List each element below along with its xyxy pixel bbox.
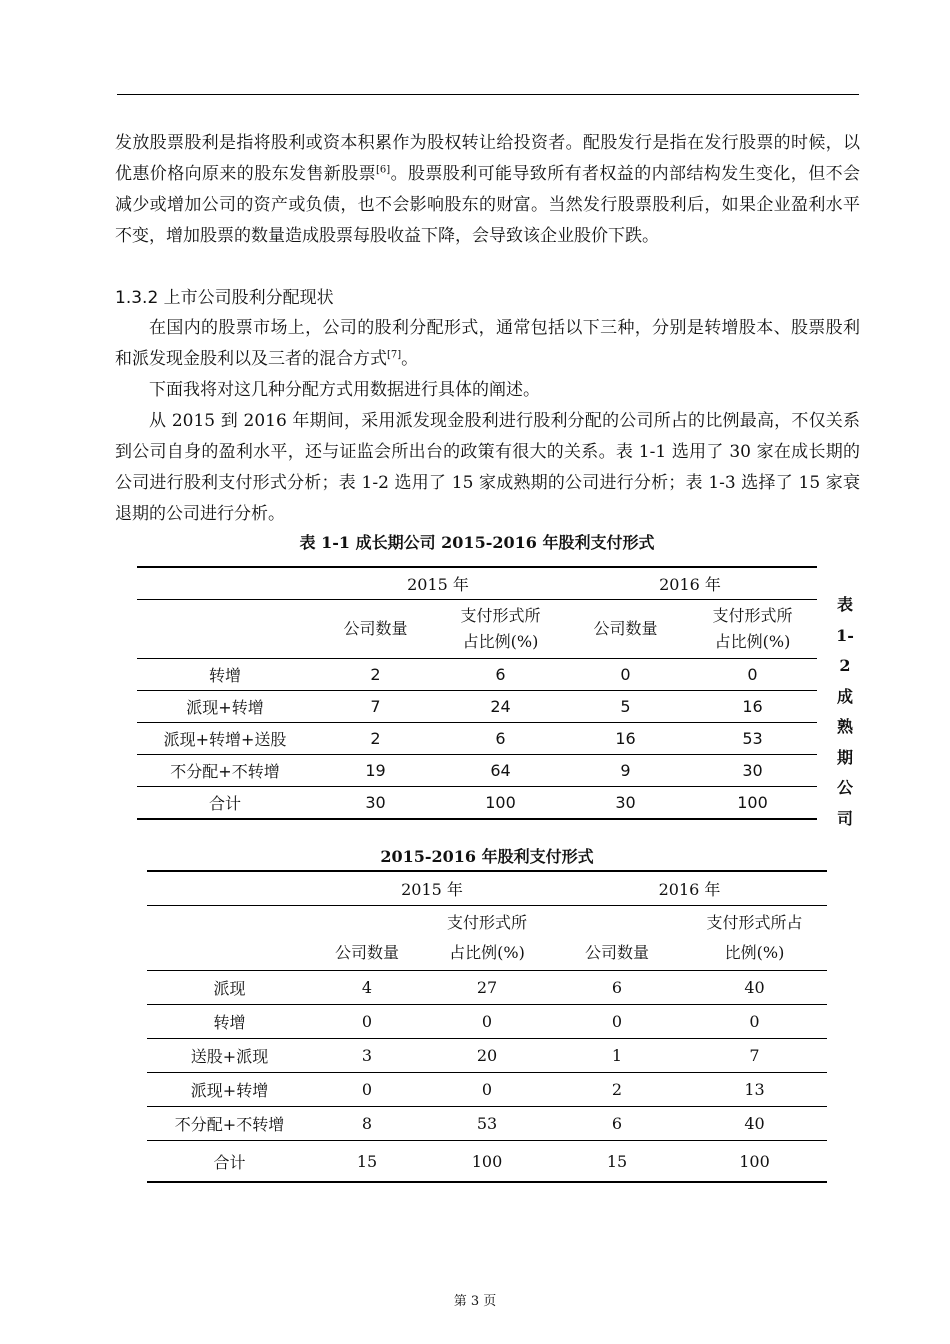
table2-col-ratio-2015: 支付形式所 占比例(%) [422,906,552,971]
header-rule [117,94,859,95]
table-row: 派现+转增+送股 2 6 16 53 [137,723,817,755]
citation-7: [7] [387,349,402,361]
table2-year-2016: 2016 年 [552,871,827,906]
table2-year-2015: 2015 年 [312,871,552,906]
citation-6: [6] [376,164,391,176]
table1-year-row [137,567,817,600]
table2-col-count-2015: 公司数量 [312,906,422,971]
table-row: 派现+转增 0 0 2 13 [147,1073,827,1107]
table1-col-count-2016: 公司数量 [563,600,688,659]
table2-side-caption: 表 1-2 成熟期公司 [836,595,854,828]
table-row: 不分配+不转增 8 53 6 40 [147,1107,827,1141]
paragraph-distribution-forms: 在国内的股票市场上，公司的股利分配形式，通常包括以下三种，分别是转增股本、股票股利和派发现金股利以及三者的混合方式[7]。 [115,318,860,369]
paragraph-intro-data: 下面我将对这几种分配方式用数据进行具体的阐述。 [149,380,540,400]
table-row: 派现+转增 7 24 5 16 [137,691,817,723]
section-heading: 1.3.2 上市公司股利分配现状 [115,288,334,308]
table1-header-row [137,600,817,659]
table-row: 不分配+不转增 19 64 9 30 [137,755,817,787]
table-row: 派现 4 27 6 40 [147,971,827,1005]
table2-caption: 2015-2016 年股利支付形式 [380,847,594,866]
table1-year-2015: 2015 年 [313,567,563,600]
table1-growth-companies [137,566,817,820]
table1-col-ratio-2016: 支付形式所 占比例(%) [688,600,817,659]
table-row: 转增 0 0 0 0 [147,1005,827,1039]
table-row-total: 合计 15 100 15 100 [147,1141,827,1183]
table1-caption: 表 1-1 成长期公司 2015-2016 年股利支付形式 [299,533,655,552]
table1-year-2016: 2016 年 [563,567,817,600]
table2-header-row [147,906,827,971]
table1-col-count-2015: 公司数量 [313,600,438,659]
paragraph-stock-dividend: 发放股票股利是指将股利或资本积累作为股权转让给投资者。配股发行是指在发行股票的时候，以优惠价格向原来的股东发售新股票[6]。股票股利可能导致所有者权益的内部结构发生变化，但不会减少或增加公司的资产或负债，也不会影响股东的财富。当然发行股票股利后，如果企业盈利水平不变，增加股票的数量造成股票每股收益下降，会导致该企业股价下跌。 [115,133,861,246]
table1-col-ratio-2015: 支付形式所 占比例(%) [438,600,563,659]
table-row-total: 合计 30 100 30 100 [137,787,817,820]
page-number: 第 3 页 [453,1294,497,1309]
table-row: 转增 2 6 0 0 [137,659,817,691]
table2-col-ratio-2016: 支付形式所占 比例(%) [682,906,827,971]
table2-year-row [147,871,827,906]
table-row: 送股+派现 3 20 1 7 [147,1039,827,1073]
table2-mature-companies [147,870,827,1183]
paragraph-period-analysis: 从 2015 到 2016 年期间，采用派发现金股利进行股利分配的公司所占的比例最高，不仅关系到公司自身的盈利水平，还与证监会所出台的政策有很大的关系。表 1-1 选用了 30 家在成长期的公司进行股利支付形式分析；表 1-2 选用了 15 家成熟期的公司进行分析；表 1-3 选择了 15 家衰退期的公司进行分析。 [115,411,860,524]
table2-col-count-2016: 公司数量 [552,906,682,971]
